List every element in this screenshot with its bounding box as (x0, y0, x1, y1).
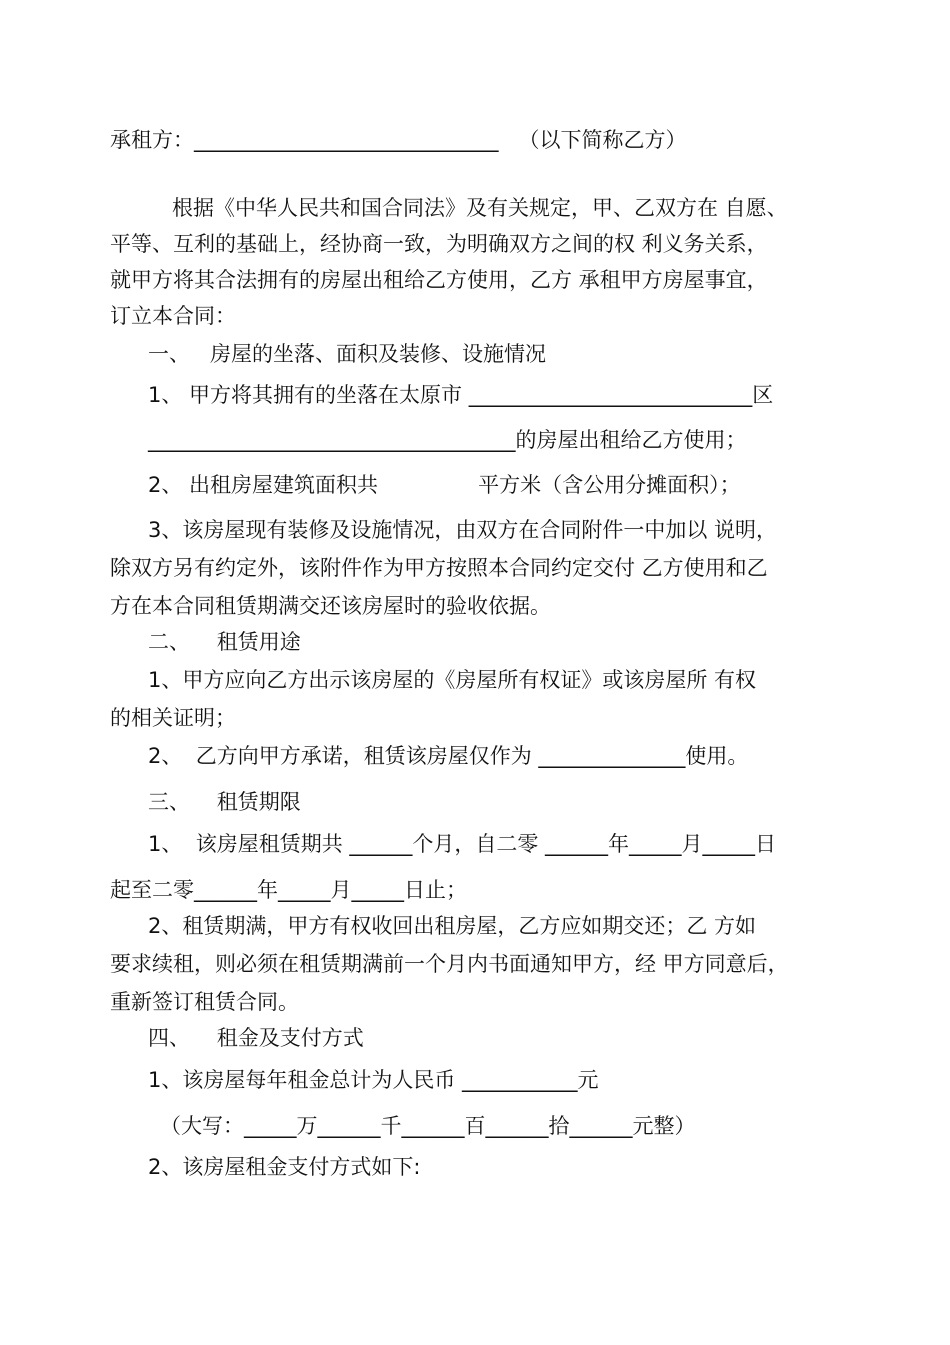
contract-line: 除双方另有约定外，该附件作为甲方按照本合同约定交付 乙方使用和乙 (110, 556, 768, 580)
contract-line: 2、 乙方向甲方承诺，租赁该房屋仅作为 ______________使用。 (148, 744, 749, 768)
contract-line: 的相关证明； (110, 706, 236, 730)
contract-line: 要求续租，则必须在租赁期满前一个月内书面通知甲方，经 甲方同意后， (110, 952, 789, 976)
contract-line: 平等、互利的基础上，经协商一致，为明确双方之间的权 利义务关系， (110, 232, 768, 256)
contract-line: 承租方：_____________________________ （以下简称乙方） (110, 128, 687, 152)
contract-line: 重新签订租赁合同。 (110, 990, 299, 1014)
contract-line: 1、该房屋每年租金总计为人民币 ___________元 (148, 1068, 599, 1092)
contract-line: （大写：_____万______千______百______拾______元整） (160, 1114, 696, 1138)
contract-line: 四、 租金及支付方式 (148, 1026, 364, 1050)
contract-line: ___________________________________的房屋出租给乙方使用； (148, 428, 747, 452)
contract-line: 2、该房屋租金支付方式如下: (148, 1155, 421, 1179)
contract-line: 三、 租赁期限 (148, 790, 301, 814)
contract-line: 1、甲方应向乙方出示该房屋的《房屋所有权证》或该房屋所 有权 (148, 668, 757, 692)
contract-line: 2、 出租房屋建筑面积共 平方米（含公用分摊面积）； (148, 473, 741, 497)
contract-line: 一、 房屋的坐落、面积及装修、设施情况 (148, 342, 547, 366)
contract-line: 订立本合同： (110, 304, 236, 328)
contract-line: 就甲方将其合法拥有的房屋出租给乙方使用，乙方 承租甲方房屋事宜， (110, 268, 768, 292)
contract-line: 3、该房屋现有装修及设施情况，由双方在合同附件一中加以 说明， (148, 518, 778, 542)
contract-line: 2、租赁期满，甲方有权收回出租房屋，乙方应如期交还；乙 方如 (148, 914, 757, 938)
contract-line: 根据《中华人民共和国合同法》及有关规定，甲、乙双方在 自愿、 (172, 196, 788, 220)
contract-line: 二、 租赁用途 (148, 630, 301, 654)
contract-line: 1、 该房屋租赁期共 ______个月，自二零 ______年_____月_____日 (148, 832, 777, 856)
contract-line: 起至二零______年_____月_____日止； (110, 878, 467, 902)
contract-line: 方在本合同租赁期满交还该房屋时的验收依据。 (110, 594, 551, 618)
contract-line: 1、 甲方将其拥有的坐落在太原市 ___________________________区 (148, 383, 774, 407)
